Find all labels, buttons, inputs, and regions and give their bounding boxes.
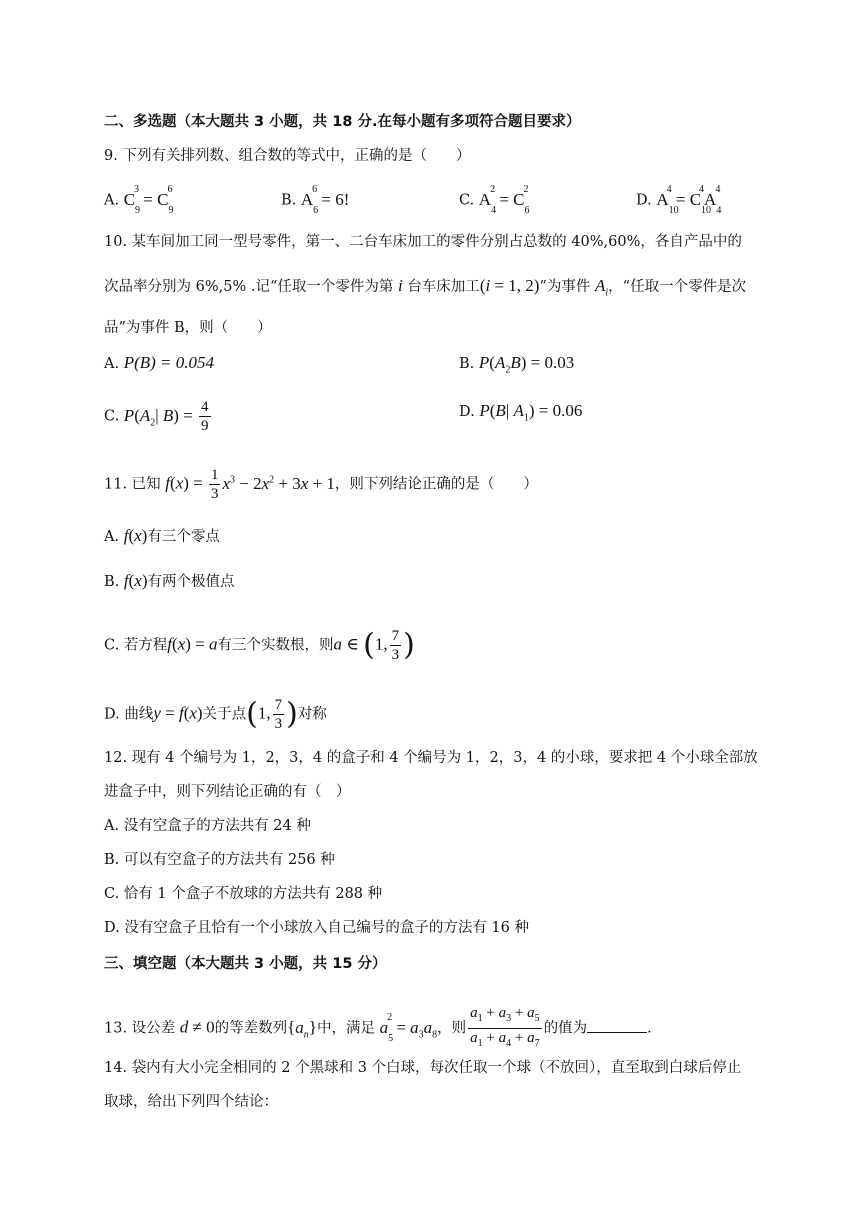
q11-option-a: A. f(x)有三个零点: [104, 526, 220, 545]
q11-stem: 11. 已知 f(x) = $\frac{1}{3}$ $x^3 - 2x^2 + 3x + 1$，则下列结论正确的是（ ）: [104, 467, 538, 502]
q12-option-b: B. 可以有空盒子的方法共有 256 种: [104, 852, 335, 868]
q9-stem: 9. 下列有关排列数、组合数的等式中，正确的是（ ）: [104, 148, 471, 164]
q12-option-d: D. 没有空盒子且恰有一个小球放入自己编号的盒子的方法有 16 种: [104, 920, 529, 936]
q9-option-a: A. $C_9^3 = C_9^6$: [104, 184, 174, 217]
q13-stem: 13. 设公差 d ≠ 0的等差数列$\{a_n\}$中，满足 $a_5^2 = a_3a_8$，则 $\frac{a_1 + a_3 + a_5}{a_1 + a_4 + a_7}$ 的值为 .: [104, 1005, 652, 1049]
q10-option-d: D. P(B| $A_1) = 0.06$: [459, 401, 583, 424]
q13-answer-blank: [587, 1018, 647, 1033]
q12-line-1: 12. 现有 4 个编号为 1，2，3，4 的盒子和 4 个编号为 1，2，3，4 的小球，要求把 4 个小球全部放: [104, 750, 758, 766]
q11-option-b: B. f(x)有两个极值点: [104, 571, 235, 590]
q12-line-2: 进盒子中，则下列结论正确的有（ ）: [104, 784, 351, 800]
q10-option-b: B. $P(A_2B) = 0.03$: [459, 353, 575, 376]
q9-option-c: C. $A_4^2 = C_6^2$: [459, 184, 530, 217]
q9-option-d: D. $A_{10}^4 = C_{10}^4A_4^4$: [636, 184, 722, 217]
q10-line-3: 品”为事件 B，则（ ）: [104, 320, 272, 336]
section-2-heading: 二、多选题（本大题共 3 小题，共 18 分.在每小题有多项符合题目要求）: [104, 114, 581, 130]
q12-option-a: A. 没有空盒子的方法共有 24 种: [104, 818, 311, 834]
q10-line-1: 10. 某车间加工同一型号零件，第一、二台车床加工的零件分别占总数的 40%,60%，各自产品中的: [104, 234, 742, 250]
q11-option-d: D. 曲线y = f(x)关于点(1, $\frac{7}{3}$ )对称: [104, 696, 327, 732]
q14-line-2: 取球，给出下列四个结论：: [104, 1094, 278, 1110]
section-3-heading: 三、填空题（本大题共 3 小题，共 15 分）: [104, 956, 387, 972]
q10-line-2: 次品率分别为 6%,5% .记“任取一个零件为第 i 台车床加工(i = 1, 2)”为事件 $A_i$，“任取一个零件是次: [104, 276, 747, 299]
q9-option-b: B. $A_6^6 = 6$!: [281, 184, 350, 217]
q12-option-c: C. 恰有 1 个盒子不放球的方法共有 288 种: [104, 886, 383, 902]
q10-option-a: A. P(B) = 0.054: [104, 353, 215, 372]
q14-line-1: 14. 袋内有大小完全相同的 2 个黑球和 3 个白球，每次任取一个球（不放回），直至取到白球后停止: [104, 1060, 742, 1076]
q11-option-c: C. 若方程f(x) = a有三个实数根，则a ∈ (1, $\frac{7}{3}$ ): [104, 627, 415, 663]
q10-option-c: C. $P(A_2|$ B) = $\frac{4}{9}$: [104, 399, 209, 434]
